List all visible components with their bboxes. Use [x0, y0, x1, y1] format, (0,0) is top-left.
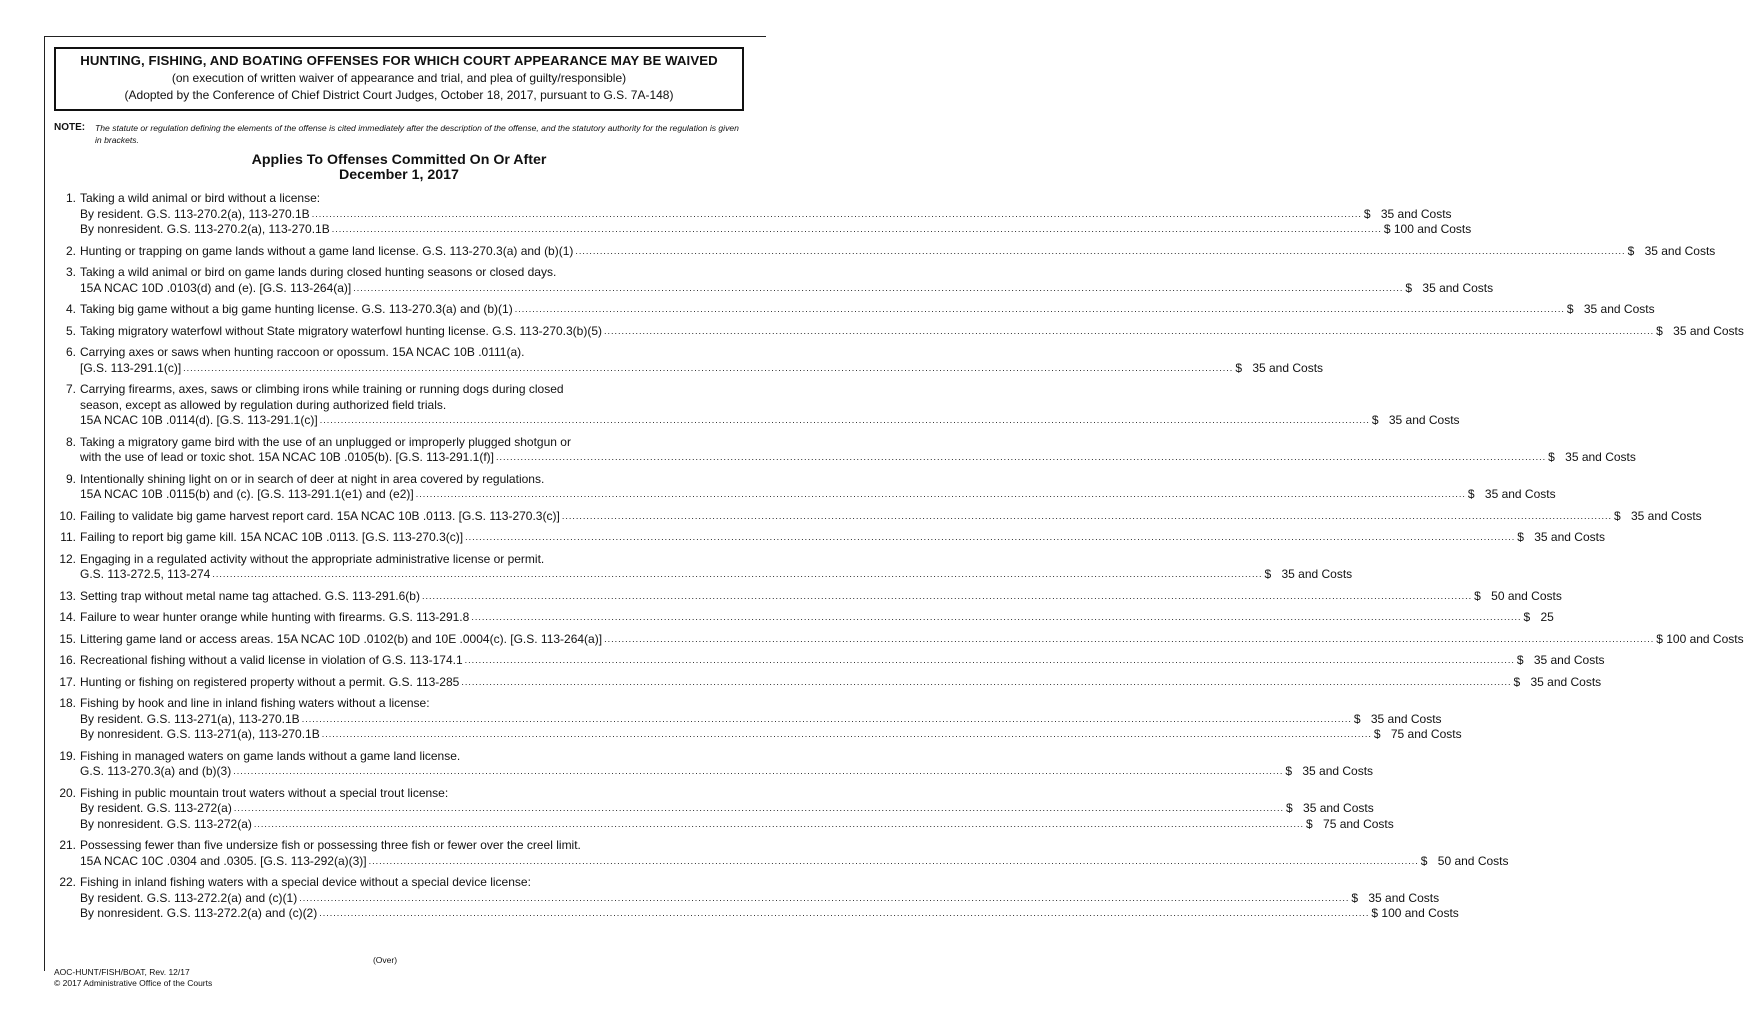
offense-text: Taking big game without a big game hunting license. G.S. 113-270.3(a) and (b)(1) [80, 302, 513, 316]
offense-text: G.S. 113-272.5, 113-274 [80, 567, 211, 581]
offense-number: 5. [65, 323, 76, 338]
fine-amount: 35 and Costs [1368, 890, 1440, 905]
fine-amount: 35 and Costs [1303, 801, 1374, 815]
offense-line [54, 610, 1554, 626]
offense-text: Carrying axes or saws when hunting raccoon or opossum. 15A NCAC 10B .0111(a). [80, 345, 525, 359]
offense-line [54, 906, 1459, 922]
offense-number: 4. [65, 302, 76, 316]
leader-dots: ............................................................................................................................................................................................................................................................................................................ [471, 612, 1522, 622]
offense-number: 11. [60, 530, 76, 544]
offense-line [54, 567, 1353, 583]
offense-line [54, 472, 730, 488]
offense-item [54, 530, 1605, 546]
form-title: HUNTING, FISHING, AND BOATING OFFENSES FOR WHICH COURT APPEARANCE MAY BE WAIVED [80, 53, 718, 68]
offense-text: Hunting or fishing on registered property without a permit. G.S. 113-285 [80, 674, 460, 689]
leader-dots: ............................................................................................................................................................................................................................................................................................................ [183, 362, 1234, 373]
fine-amount: 25 [1540, 610, 1554, 624]
offense-item [54, 243, 1716, 260]
offense-number: 1. [65, 191, 76, 205]
leader-dots: ............................................................................................................................................................................................................................................................................................................ [319, 908, 1370, 918]
offense-text: By resident. G.S. 113-272.2(a) and (c)(1) [80, 890, 298, 905]
offense-number: 9. [65, 471, 76, 486]
offense-text: Fishing in managed waters on game lands without a game land license. [80, 748, 461, 763]
offense-text: Hunting or trapping on game lands without a game land license. G.S. 113-270.3(a) and (b)(1) [80, 243, 574, 258]
offense-line [54, 508, 1702, 525]
offense-line [54, 749, 730, 765]
offense-text: By nonresident. G.S. 113-272.2(a) and (c)(2) [80, 906, 318, 920]
form-footer [54, 967, 212, 989]
offense-line [54, 222, 1472, 238]
offense-line [54, 588, 1562, 605]
leader-dots: ............................................................................................................................................................................................................................................................................................................ [299, 892, 1350, 903]
currency-symbol: $ [1371, 413, 1379, 427]
leader-dots: ............................................................................................................................................................................................................................................................................................................ [331, 224, 1382, 234]
offense-text: Recreational fishing without a valid license in violation of G.S. 113-174.1 [80, 653, 463, 667]
currency-symbol: $ [1566, 302, 1574, 316]
offense-line [54, 631, 1744, 648]
offense-list [54, 191, 1744, 922]
offense-item [54, 610, 1554, 626]
currency-symbol: $ [1523, 610, 1531, 624]
fine-amount: 35 and Costs [1533, 653, 1605, 667]
currency-symbol: $ [1363, 206, 1371, 221]
offense-number: 10. [59, 508, 76, 523]
currency-symbol: $ [1383, 222, 1391, 236]
offense-text: Fishing in inland fishing waters with a special device without a special device license: [80, 875, 531, 889]
offense-number: 15. [59, 631, 76, 646]
offense-number: 16. [59, 653, 76, 667]
offense-line [54, 191, 730, 207]
leader-dots: ............................................................................................................................................................................................................................................................................................................ [464, 655, 1515, 665]
leader-dots: ............................................................................................................................................................................................................................................................................................................ [575, 245, 1626, 256]
currency-symbol: $ [1517, 530, 1524, 544]
offense-line [54, 280, 1494, 297]
offense-line [54, 653, 1605, 669]
offense-item [54, 838, 1509, 869]
fine-amount: 75 and Costs [1390, 727, 1462, 741]
fine-amount: 35 and Costs [1380, 206, 1452, 221]
offense-text: Possessing fewer than five undersize fish or possessing three fish or fewer over the creel limit. [80, 838, 581, 852]
offense-item [54, 875, 1459, 922]
offense-item [54, 551, 1353, 583]
offense-line [54, 674, 1602, 691]
offense-line [54, 450, 1636, 466]
offense-line [54, 302, 1655, 318]
offense-text: Setting trap without metal name tag attached. G.S. 113-291.6(b) [80, 588, 420, 603]
currency-symbol: $ [1548, 450, 1555, 464]
currency-symbol: $ [1286, 801, 1293, 815]
offense-number: 22. [59, 875, 76, 889]
offense-text: Carrying firearms, axes, saws or climbing irons while training or running dogs during closed [80, 382, 564, 396]
leader-dots: ............................................................................................................................................................................................................................................................................................................ [353, 282, 1404, 293]
offense-text: Failing to validate big game harvest report card. 15A NCAC 10B .0113. [G.S. 113-270.3(c)] [80, 508, 560, 523]
currency-symbol: $ [1235, 360, 1242, 375]
leader-dots: ............................................................................................................................................................................................................................................................................................................ [465, 532, 1516, 542]
offense-item [54, 588, 1562, 605]
leader-dots: ............................................................................................................................................................................................................................................................................................................ [212, 569, 1263, 579]
offense-text: Failing to report big game kill. 15A NCAC 10B .0113. [G.S. 113-270.3(c)] [80, 530, 464, 544]
offense-text: Fishing by hook and line in inland fishing waters without a license: [80, 696, 430, 710]
offense-line [54, 265, 730, 281]
leader-dots: ............................................................................................................................................................................................................................................................................................................ [415, 489, 1466, 499]
offense-line [54, 786, 730, 802]
applies-heading [54, 153, 744, 183]
fine-amount: 35 and Costs [1302, 764, 1374, 778]
offense-number: 20. [59, 785, 76, 800]
offense-item [54, 471, 1556, 503]
currency-symbol: $ [1513, 674, 1521, 689]
leader-dots: ............................................................................................................................................................................................................................................................................................................ [301, 713, 1352, 724]
fine-amount: 35 and Costs [1565, 450, 1636, 464]
currency-symbol: $ [1656, 631, 1663, 646]
offense-line [54, 360, 1324, 377]
note [54, 122, 744, 146]
offense-item [54, 265, 1494, 296]
offense-item [54, 653, 1605, 669]
leader-dots: ............................................................................................................................................................................................................................................................................................................ [604, 633, 1655, 644]
offense-item [54, 434, 1636, 466]
offense-line [54, 816, 1394, 833]
fine-amount: 100 and Costs [1393, 222, 1472, 236]
fine-amount: 100 and Costs [1666, 631, 1744, 646]
offense-line [54, 345, 730, 361]
currency-symbol: $ [1420, 853, 1428, 868]
offense-text: G.S. 113-270.3(a) and (b)(3) [80, 764, 232, 778]
offense-text: Littering game land or access areas. 15A NCAC 10D .0102(b) and 10E .0004(c). [G.S. 113-264(a)] [80, 631, 603, 646]
offense-text: By nonresident. G.S. 113-271(a), 113-270.1B [80, 727, 320, 741]
leader-dots: ............................................................................................................................................................................................................................................................................................................ [496, 452, 1547, 462]
offense-line [54, 435, 730, 451]
offense-line [54, 243, 1716, 260]
currency-symbol: $ [1264, 567, 1272, 581]
currency-symbol: $ [1306, 816, 1313, 831]
offense-text: By resident. G.S. 113-272(a) [80, 801, 232, 815]
form-number: AOC-HUNT/FISH/BOAT, Rev. 12/17 [54, 967, 190, 977]
form-subtitle-2: (Adopted by the Conference of Chief District Court Judges, October 18, 2017, pursuant to G.S. 7A-148) [124, 88, 674, 102]
currency-symbol: $ [1516, 653, 1524, 667]
offense-number: 13. [59, 588, 76, 603]
offense-number: 17. [59, 674, 76, 689]
applies-line-1: Applies To Offenses Committed On Or After [251, 152, 547, 168]
leader-dots: ............................................................................................................................................................................................................................................................................................................ [461, 676, 1512, 687]
leader-dots: ............................................................................................................................................................................................................................................................................................................ [321, 729, 1372, 739]
offense-item [54, 696, 1462, 743]
offense-text: Failure to wear hunter orange while hunting with firearms. G.S. 113-291.8 [80, 610, 470, 624]
offense-line [54, 764, 1374, 780]
applies-line-2: December 1, 2017 [339, 167, 459, 183]
fine-amount: 35 and Costs [1422, 280, 1494, 295]
offense-number: 6. [65, 345, 76, 359]
offense-line [54, 727, 1462, 743]
offense-text: 15A NCAC 10C .0304 and .0305. [G.S. 113-292(a)(3)] [80, 853, 367, 868]
offense-text: Fishing in public mountain trout waters without a special trout license: [80, 785, 449, 800]
note-text: The statute or regulation defining the elements of the offense is cited immediately after the description of the offense, and the statutory authority for the regulation is given in brackets. [95, 123, 739, 145]
offense-item [54, 191, 1472, 238]
offense-item [54, 631, 1744, 648]
offense-item [54, 785, 1394, 833]
offense-number: 7. [65, 382, 76, 396]
offense-text: Taking migratory waterfowl without State migratory waterfowl hunting license. G.S. 113-270.3(b)(5) [80, 323, 603, 338]
header-box [54, 47, 744, 111]
offense-line [54, 487, 1556, 503]
offense-line [54, 413, 1460, 429]
fine-amount: 75 and Costs [1323, 816, 1394, 831]
offense-number: 8. [65, 434, 76, 449]
currency-symbol: $ [1613, 508, 1621, 523]
offense-number: 2. [65, 243, 76, 258]
fine-amount: 35 and Costs [1530, 674, 1602, 689]
leader-dots: ............................................................................................................................................................................................................................................................................................................ [311, 208, 1362, 219]
offense-number: 12. [59, 551, 76, 566]
offense-line [54, 801, 1374, 817]
offense-text: By resident. G.S. 113-271(a), 113-270.1B [80, 711, 300, 726]
leader-dots: ............................................................................................................................................................................................................................................................................................................ [514, 304, 1565, 314]
page-left-rule [44, 36, 45, 971]
offense-line [54, 206, 1452, 223]
offense-text: 15A NCAC 10D .0103(d) and (e). [G.S. 113-264(a)] [80, 280, 352, 295]
fine-amount: 35 and Costs [1583, 302, 1655, 316]
offense-item [54, 345, 1324, 376]
offense-text: season, except as allowed by regulation during authorized field trials. [80, 397, 447, 412]
offense-line [54, 890, 1440, 907]
offense-line [54, 323, 1744, 340]
leader-dots: ............................................................................................................................................................................................................................................................................................................ [253, 818, 1305, 829]
leader-dots: ............................................................................................................................................................................................................................................................................................................ [319, 415, 1370, 425]
note-label: NOTE: [54, 122, 86, 133]
leader-dots: ............................................................................................................................................................................................................................................................................................................ [368, 855, 1419, 866]
currency-symbol: $ [1371, 906, 1379, 920]
offense-item [54, 323, 1744, 340]
offense-line [54, 711, 1442, 728]
fine-amount: 35 and Costs [1630, 508, 1702, 523]
offense-text: [G.S. 113-291.1(c)] [80, 360, 182, 375]
offense-item [54, 674, 1602, 691]
offense-text: Intentionally shining light on or in search of deer at night in area covered by regulations. [80, 471, 545, 486]
offense-line [54, 382, 730, 398]
currency-symbol: $ [1474, 588, 1481, 603]
offense-item [54, 382, 1460, 429]
offense-text: 15A NCAC 10B .0114(d). [G.S. 113-291.1(c)] [80, 413, 318, 427]
leader-dots: ............................................................................................................................................................................................................................................................................................................ [604, 325, 1655, 336]
fine-amount: 35 and Costs [1281, 567, 1353, 581]
offense-line [54, 398, 730, 414]
fine-amount: 35 and Costs [1644, 243, 1716, 258]
leader-dots: ............................................................................................................................................................................................................................................................................................................ [561, 510, 1612, 521]
offense-text: 15A NCAC 10B .0115(b) and (c). [G.S. 113-291.1(e1) and (e2)] [80, 487, 414, 501]
currency-symbol: $ [1405, 280, 1413, 295]
offense-text: with the use of lead or toxic shot. 15A NCAC 10B .0105(b). [G.S. 113-291.1(f)] [80, 450, 494, 464]
fine-amount: 35 and Costs [1534, 530, 1605, 544]
offense-text: Engaging in a regulated activity without the appropriate administrative license or permit. [80, 551, 545, 566]
offense-text: By nonresident. G.S. 113-270.2(a), 113-270.1B [80, 222, 330, 236]
fine-amount: 35 and Costs [1388, 413, 1460, 427]
offense-number: 3. [65, 265, 76, 279]
offense-line [54, 875, 730, 891]
fine-amount: 50 and Costs [1491, 588, 1562, 603]
offense-number: 18. [59, 696, 76, 710]
offense-line [54, 696, 730, 712]
currency-symbol: $ [1373, 727, 1381, 741]
page-top-rule [44, 36, 766, 37]
offense-line [54, 552, 730, 568]
offense-number: 19. [59, 748, 76, 763]
offense-text: Taking a wild animal or bird without a license: [80, 191, 321, 205]
offense-item [54, 748, 1374, 780]
currency-symbol: $ [1351, 890, 1359, 905]
currency-symbol: $ [1353, 711, 1361, 726]
offense-number: 14. [59, 610, 76, 624]
leader-dots: ............................................................................................................................................................................................................................................................................................................ [233, 803, 1285, 813]
fine-amount: 50 and Costs [1437, 853, 1509, 868]
leader-dots: ............................................................................................................................................................................................................................................................................................................ [233, 766, 1284, 776]
fine-amount: 35 and Costs [1673, 323, 1744, 338]
fine-amount: 100 and Costs [1381, 906, 1459, 920]
currency-symbol: $ [1285, 764, 1293, 778]
offense-number: 21. [59, 838, 76, 852]
currency-symbol: $ [1467, 487, 1475, 501]
over-label: (Over) [372, 955, 398, 965]
fine-amount: 35 and Costs [1370, 711, 1442, 726]
offense-line [54, 853, 1509, 870]
fine-amount: 35 and Costs [1252, 360, 1324, 375]
offense-text: Taking a migratory game bird with the use of an unplugged or improperly plugged shotgun or [80, 434, 571, 449]
offense-line [54, 530, 1605, 546]
copyright: © 2017 Administrative Office of the Courts [54, 978, 213, 988]
currency-symbol: $ [1656, 323, 1663, 338]
form-subtitle-1: (on execution of written waiver of appearance and trial, and plea of guilty/responsible) [171, 71, 627, 85]
offense-item [54, 508, 1702, 525]
offense-text: By nonresident. G.S. 113-272(a) [80, 816, 252, 831]
offense-line [54, 838, 730, 854]
fine-amount: 35 and Costs [1484, 487, 1556, 501]
offense-item [54, 302, 1655, 318]
leader-dots: ............................................................................................................................................................................................................................................................................................................ [421, 590, 1473, 601]
currency-symbol: $ [1627, 243, 1635, 258]
offense-text: By resident. G.S. 113-270.2(a), 113-270.1B [80, 206, 310, 221]
offense-text: Taking a wild animal or bird on game lands during closed hunting seasons or closed days. [80, 265, 557, 279]
